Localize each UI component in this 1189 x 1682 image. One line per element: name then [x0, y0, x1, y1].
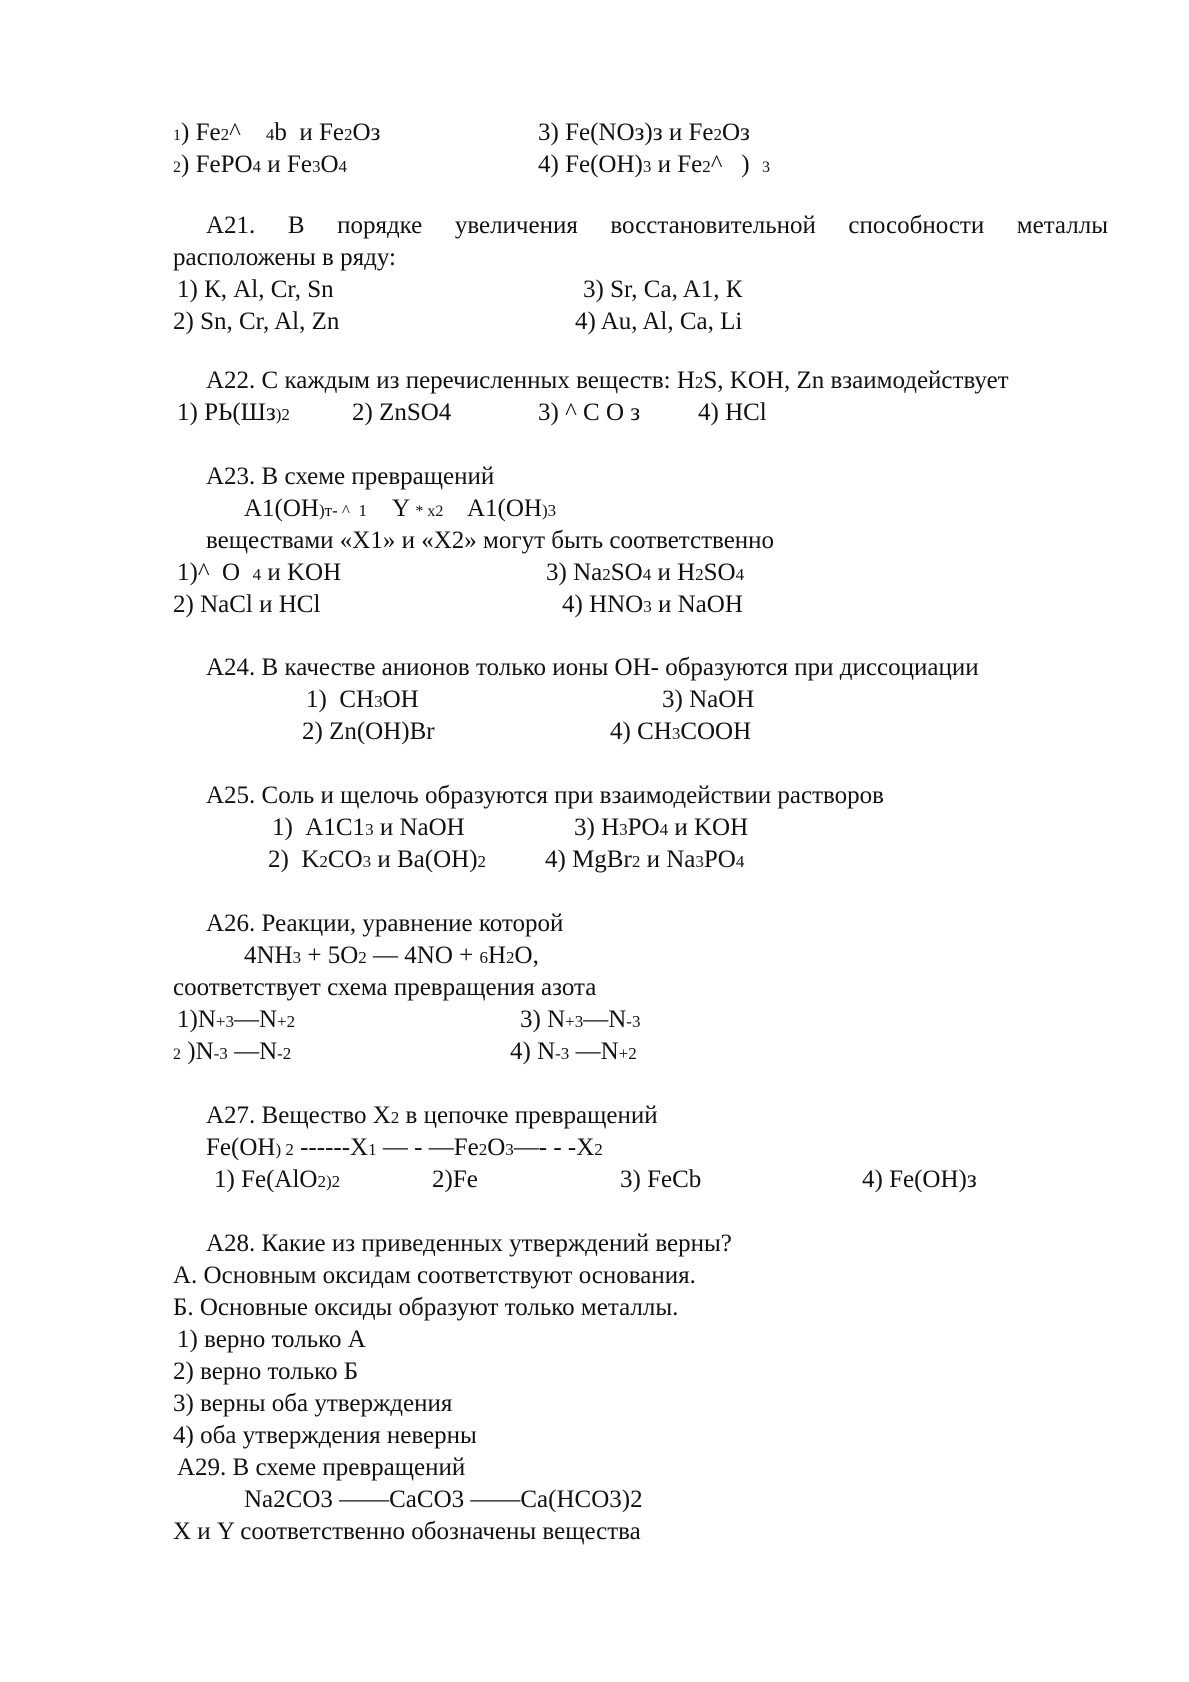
- a26-option-2: 2 )N-3 —N-2: [173, 1038, 292, 1065]
- a23-option-1: 1)^ O 4 и KOH: [177, 559, 342, 586]
- a20-option-1: 1) Fe2^ 4b и Fe2Oз: [173, 119, 381, 146]
- a25-option-3: 3) H3PO4 и KOH: [574, 814, 749, 841]
- a24-option-3: 3) NaOH: [662, 686, 755, 713]
- a20-option-3: 3) Fe(NOз)з и Fe2Oз: [538, 119, 750, 146]
- a29-scheme: Na2CO3 ——CaCO3 ——Ca(HCO3)2: [244, 1486, 643, 1513]
- a22-question: А22. С каждым из перечисленных веществ: H2S, KOH, Zn взаимодействует: [206, 367, 1009, 394]
- a27-scheme: Fe(OH) 2 ------X1 — - —Fe2O3—- - -X2: [206, 1134, 603, 1161]
- a25-option-1: 1) A1C13 и NaOH: [272, 814, 465, 841]
- a23-question: А23. В схеме превращений: [206, 463, 495, 490]
- a26-option-4: 4) N-3 —N+2: [510, 1038, 637, 1065]
- a24-question: А24. В качестве анионов только ионы OH- образуются при диссоциации: [206, 654, 979, 681]
- a24-option-4: 4) CH3COOH: [610, 718, 752, 745]
- a22-option-1: 1) РЬ(Шз)2: [177, 399, 290, 426]
- a21-question: А21. В порядке увеличения восстановительной способности металлы: [206, 212, 1108, 239]
- a26-question-cont: соответствует схема превращения азота: [173, 974, 597, 1001]
- a26-option-3: 3) N+3—N-3: [520, 1006, 641, 1033]
- a26-question: А26. Реакции, уравнение которой: [206, 910, 564, 937]
- a26-equation: 4NH3 + 5O2 — 4NO + 6H2O,: [244, 942, 539, 969]
- a24-option-2: 2) Zn(OH)Br: [302, 718, 435, 745]
- a23-scheme: A1(OH)т- ^ 1 Y * x2 A1(OH)3: [244, 495, 557, 522]
- a27-option-3: 3) FeCb: [620, 1166, 702, 1193]
- a20-option-2: 2) FePO4 и Fe3O4: [173, 151, 347, 178]
- a21-option-3: 3) Sr, Ca, A1, К: [583, 276, 743, 303]
- a20-option-4: 4) Fe(OH)3 и Fe2^ ) 3: [538, 151, 771, 178]
- a28-statement-b: Б. Основные оксиды образуют только металлы.: [173, 1294, 679, 1321]
- a27-option-4: 4) Fe(OH)з: [862, 1166, 977, 1193]
- a22-option-3: 3) ^ С О з: [538, 399, 641, 426]
- a28-option-1: 1) верно только А: [177, 1326, 366, 1353]
- a23-option-2: 2) NaCl и HCl: [173, 591, 321, 618]
- a28-option-4: 4) оба утверждения неверны: [173, 1422, 477, 1449]
- a28-statement-a: А. Основным оксидам соответствуют основания.: [173, 1262, 696, 1289]
- a21-option-4: 4) Au, Al, Ca, Li: [575, 308, 743, 335]
- a22-option-2: 2) ZnSO4: [352, 399, 452, 426]
- a29-question: А29. В схеме превращений: [177, 1454, 466, 1481]
- a23-option-3: 3) Na2SO4 и H2SO4: [546, 559, 745, 586]
- a23-question-cont: веществами «X1» и «X2» могут быть соответственно: [206, 527, 775, 554]
- a28-option-3: 3) верны оба утверждения: [173, 1390, 453, 1417]
- a25-option-4: 4) MgBr2 и Na3PO4: [545, 846, 745, 873]
- a26-option-1: 1)N+3—N+2: [177, 1006, 296, 1033]
- a22-option-4: 4) HCl: [698, 399, 767, 426]
- a24-option-1: 1) CH3OH: [306, 686, 419, 713]
- a29-question-cont: X и Y соответственно обозначены вещества: [173, 1518, 641, 1545]
- a27-question: А27. Вещество X2 в цепочке превращений: [206, 1102, 658, 1129]
- a21-option-2: 2) Sn, Cr, Al, Zn: [173, 308, 340, 335]
- a27-option-1: 1) Fe(AlO2)2: [214, 1166, 341, 1193]
- a27-option-2: 2)Fe: [432, 1166, 478, 1193]
- a23-option-4: 4) HNO3 и NaOH: [562, 591, 743, 618]
- a21-question-cont: расположены в ряду:: [173, 244, 396, 271]
- a21-option-1: 1) К, Al, Cr, Sn: [177, 276, 334, 303]
- a28-question: А28. Какие из приведенных утверждений верны?: [206, 1230, 732, 1257]
- a25-option-2: 2) K2CO3 и Ba(OH)2: [268, 846, 487, 873]
- a28-option-2: 2) верно только Б: [173, 1358, 359, 1385]
- a25-question: А25. Соль и щелочь образуются при взаимодействии растворов: [206, 782, 884, 809]
